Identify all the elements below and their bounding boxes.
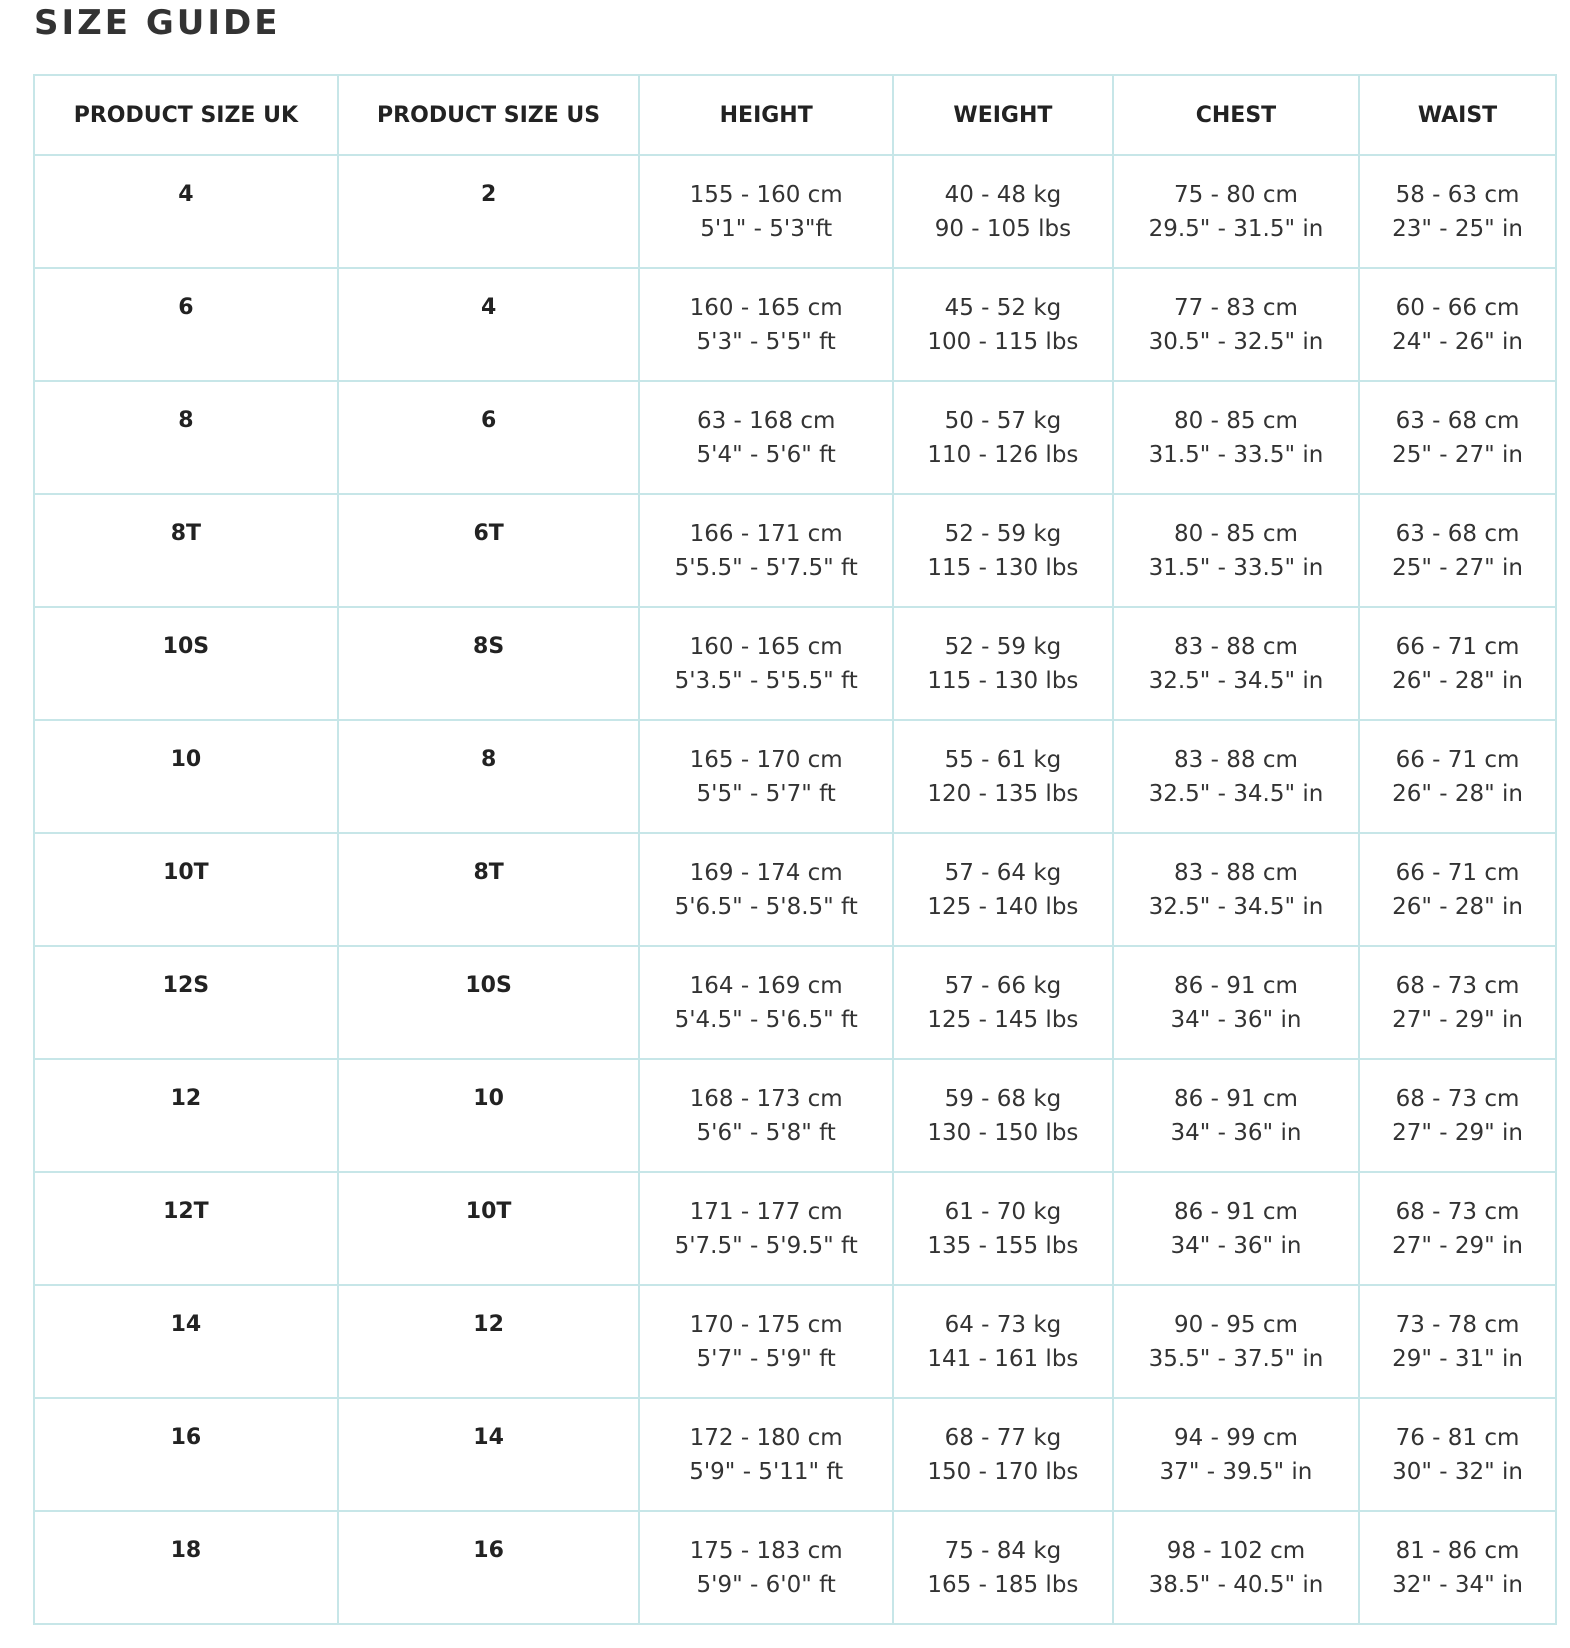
imperial-value: 34" - 36" in [1170, 1120, 1302, 1146]
cell-height [639, 946, 892, 1059]
metric-value: 66 - 71 cm [1395, 634, 1520, 660]
cell-value: 10T [465, 1199, 512, 1224]
header-row [34, 75, 1556, 155]
cell-weight [893, 268, 1113, 381]
cell-height [639, 1172, 892, 1285]
metric-value: 64 - 73 kg [944, 1312, 1062, 1338]
imperial-value: 115 - 130 lbs [927, 555, 1079, 581]
table-header [34, 75, 1556, 155]
imperial-value: 26" - 28" in [1392, 781, 1523, 807]
imperial-value: 110 - 126 lbs [927, 442, 1079, 468]
cell-size-us [338, 946, 640, 1059]
imperial-value: 150 - 170 lbs [927, 1459, 1079, 1485]
metric-value: 160 - 165 cm [689, 295, 843, 321]
column-header-weight: WEIGHT [893, 75, 1113, 155]
cell-weight [893, 607, 1113, 720]
imperial-value: 24" - 26" in [1392, 329, 1523, 355]
metric-value: 170 - 175 cm [689, 1312, 843, 1338]
imperial-value: 30" - 32" in [1392, 1459, 1523, 1485]
cell-value: 6 [480, 408, 497, 433]
metric-value: 155 - 160 cm [689, 182, 843, 208]
imperial-value: 37" - 39.5" in [1159, 1459, 1313, 1485]
imperial-value: 32" - 34" in [1392, 1572, 1523, 1598]
metric-value: 40 - 48 kg [944, 182, 1062, 208]
cell-height [639, 1398, 892, 1511]
cell-weight [893, 1172, 1113, 1285]
metric-value: 76 - 81 cm [1395, 1425, 1520, 1451]
cell-chest [1113, 607, 1359, 720]
table-row [34, 833, 1556, 946]
imperial-value: 31.5" - 33.5" in [1148, 555, 1324, 581]
cell-size-us [338, 607, 640, 720]
cell-chest [1113, 155, 1359, 268]
metric-value: 59 - 68 kg [944, 1086, 1062, 1112]
table-row [34, 607, 1556, 720]
imperial-value: 130 - 150 lbs [927, 1120, 1079, 1146]
metric-value: 98 - 102 cm [1166, 1538, 1306, 1564]
cell-chest [1113, 1285, 1359, 1398]
imperial-value: 5'4.5" - 5'6.5" ft [674, 1007, 858, 1033]
column-header-product-size-us: PRODUCT SIZE US [338, 75, 640, 155]
cell-waist [1359, 1172, 1556, 1285]
table-row [34, 155, 1556, 268]
imperial-value: 25" - 27" in [1392, 442, 1523, 468]
cell-value: 14 [170, 1312, 202, 1337]
imperial-value: 5'9" - 6'0" ft [696, 1572, 836, 1598]
cell-size-uk [34, 155, 338, 268]
metric-value: 52 - 59 kg [944, 521, 1062, 547]
imperial-value: 27" - 29" in [1392, 1233, 1523, 1259]
imperial-value: 100 - 115 lbs [927, 329, 1079, 355]
cell-size-uk [34, 720, 338, 833]
metric-value: 68 - 73 cm [1395, 1086, 1520, 1112]
cell-value: 8T [473, 860, 504, 885]
imperial-value: 90 - 105 lbs [934, 216, 1072, 242]
cell-chest [1113, 720, 1359, 833]
size-guide-table [33, 74, 1557, 1625]
imperial-value: 5'5" - 5'7" ft [696, 781, 836, 807]
cell-value: 12 [473, 1312, 504, 1337]
table-row [34, 1059, 1556, 1172]
metric-value: 61 - 70 kg [944, 1199, 1062, 1225]
cell-size-uk [34, 494, 338, 607]
cell-value: 12S [162, 973, 210, 998]
cell-value: 10 [170, 747, 202, 772]
imperial-value: 5'6.5" - 5'8.5" ft [674, 894, 858, 920]
imperial-value: 26" - 28" in [1392, 668, 1523, 694]
cell-value: 6T [473, 521, 504, 546]
imperial-value: 29" - 31" in [1392, 1346, 1523, 1372]
cell-height [639, 833, 892, 946]
metric-value: 60 - 66 cm [1395, 295, 1520, 321]
metric-value: 55 - 61 kg [944, 747, 1062, 773]
cell-value: 10S [162, 634, 210, 659]
imperial-value: 5'1" - 5'3"ft [700, 216, 833, 242]
cell-height [639, 1059, 892, 1172]
cell-value: 4 [480, 295, 497, 320]
table-row [34, 946, 1556, 1059]
column-header-product-size-uk: PRODUCT SIZE UK [34, 75, 338, 155]
cell-size-uk [34, 1511, 338, 1624]
cell-value: 8 [480, 747, 497, 772]
imperial-value: 31.5" - 33.5" in [1148, 442, 1324, 468]
imperial-value: 141 - 161 lbs [927, 1346, 1079, 1372]
cell-chest [1113, 268, 1359, 381]
cell-weight [893, 833, 1113, 946]
cell-height [639, 720, 892, 833]
imperial-value: 27" - 29" in [1392, 1120, 1523, 1146]
cell-waist [1359, 155, 1556, 268]
cell-value: 10T [163, 860, 209, 885]
imperial-value: 125 - 140 lbs [927, 894, 1079, 920]
cell-waist [1359, 1059, 1556, 1172]
imperial-value: 25" - 27" in [1392, 555, 1523, 581]
cell-waist [1359, 1285, 1556, 1398]
cell-height [639, 494, 892, 607]
metric-value: 90 - 95 cm [1174, 1312, 1298, 1338]
cell-value: 8T [170, 521, 202, 546]
imperial-value: 115 - 130 lbs [927, 668, 1079, 694]
cell-value: 12 [170, 1086, 202, 1111]
metric-value: 164 - 169 cm [689, 973, 843, 999]
metric-value: 94 - 99 cm [1174, 1425, 1298, 1451]
cell-chest [1113, 381, 1359, 494]
metric-value: 80 - 85 cm [1174, 521, 1298, 547]
metric-value: 86 - 91 cm [1174, 1086, 1298, 1112]
cell-size-uk [34, 1172, 338, 1285]
imperial-value: 5'9" - 5'11" ft [689, 1459, 844, 1485]
cell-weight [893, 1285, 1113, 1398]
cell-weight [893, 946, 1113, 1059]
imperial-value: 5'3" - 5'5" ft [696, 329, 836, 355]
metric-value: 77 - 83 cm [1174, 295, 1298, 321]
table-row [34, 1511, 1556, 1624]
cell-waist [1359, 946, 1556, 1059]
cell-size-us [338, 833, 640, 946]
table-row [34, 494, 1556, 607]
metric-value: 160 - 165 cm [689, 634, 843, 660]
imperial-value: 35.5" - 37.5" in [1148, 1346, 1324, 1372]
imperial-value: 5'7" - 5'9" ft [696, 1346, 836, 1372]
metric-value: 66 - 71 cm [1395, 860, 1520, 886]
imperial-value: 32.5" - 34.5" in [1148, 894, 1324, 920]
cell-size-us [338, 720, 640, 833]
cell-value: 4 [178, 182, 194, 207]
cell-chest [1113, 1059, 1359, 1172]
metric-value: 68 - 73 cm [1395, 1199, 1520, 1225]
table-row [34, 1398, 1556, 1511]
metric-value: 86 - 91 cm [1174, 1199, 1298, 1225]
imperial-value: 26" - 28" in [1392, 894, 1523, 920]
cell-weight [893, 1059, 1113, 1172]
metric-value: 75 - 84 kg [944, 1538, 1062, 1564]
cell-size-uk [34, 381, 338, 494]
cell-size-us [338, 268, 640, 381]
cell-value: 14 [473, 1425, 504, 1450]
cell-size-us [338, 381, 640, 494]
imperial-value: 30.5" - 32.5" in [1148, 329, 1324, 355]
cell-weight [893, 1511, 1113, 1624]
cell-size-us [338, 1059, 640, 1172]
cell-height [639, 381, 892, 494]
metric-value: 165 - 170 cm [689, 747, 843, 773]
cell-waist [1359, 1511, 1556, 1624]
cell-size-us [338, 1285, 640, 1398]
metric-value: 171 - 177 cm [689, 1199, 843, 1225]
imperial-value: 125 - 145 lbs [927, 1007, 1079, 1033]
cell-waist [1359, 833, 1556, 946]
imperial-value: 32.5" - 34.5" in [1148, 781, 1324, 807]
table-row [34, 268, 1556, 381]
cell-value: 12T [163, 1199, 209, 1224]
cell-waist [1359, 268, 1556, 381]
metric-value: 81 - 86 cm [1395, 1538, 1520, 1564]
cell-value: 10S [465, 973, 512, 998]
cell-chest [1113, 1398, 1359, 1511]
metric-value: 80 - 85 cm [1174, 408, 1298, 434]
imperial-value: 5'5.5" - 5'7.5" ft [674, 555, 858, 581]
imperial-value: 34" - 36" in [1170, 1233, 1302, 1259]
cell-size-uk [34, 833, 338, 946]
imperial-value: 5'3.5" - 5'5.5" ft [674, 668, 858, 694]
cell-height [639, 1511, 892, 1624]
cell-chest [1113, 494, 1359, 607]
cell-weight [893, 1398, 1113, 1511]
imperial-value: 135 - 155 lbs [927, 1233, 1079, 1259]
cell-weight [893, 381, 1113, 494]
cell-size-uk [34, 946, 338, 1059]
imperial-value: 5'6" - 5'8" ft [696, 1120, 836, 1146]
metric-value: 73 - 78 cm [1395, 1312, 1520, 1338]
metric-value: 172 - 180 cm [689, 1425, 843, 1451]
table-row [34, 381, 1556, 494]
metric-value: 58 - 63 cm [1395, 182, 1520, 208]
cell-value: 16 [473, 1538, 504, 1563]
cell-weight [893, 720, 1113, 833]
table-row [34, 720, 1556, 833]
cell-value: 18 [170, 1538, 202, 1563]
cell-height [639, 268, 892, 381]
metric-value: 57 - 66 kg [944, 973, 1062, 999]
cell-height [639, 607, 892, 720]
imperial-value: 5'7.5" - 5'9.5" ft [674, 1233, 858, 1259]
cell-waist [1359, 720, 1556, 833]
metric-value: 83 - 88 cm [1174, 860, 1298, 886]
cell-value: 16 [170, 1425, 202, 1450]
cell-waist [1359, 1398, 1556, 1511]
cell-size-uk [34, 1398, 338, 1511]
cell-height [639, 155, 892, 268]
metric-value: 169 - 174 cm [689, 860, 843, 886]
cell-weight [893, 155, 1113, 268]
cell-size-us [338, 1172, 640, 1285]
imperial-value: 29.5" - 31.5" in [1148, 216, 1324, 242]
cell-value: 8S [473, 634, 505, 659]
cell-value: 8 [178, 408, 194, 433]
metric-value: 175 - 183 cm [689, 1538, 843, 1564]
metric-value: 86 - 91 cm [1174, 973, 1298, 999]
cell-size-uk [34, 268, 338, 381]
metric-value: 63 - 68 cm [1395, 408, 1520, 434]
imperial-value: 120 - 135 lbs [927, 781, 1079, 807]
page-title: SIZE GUIDE [34, 3, 281, 43]
cell-size-uk [34, 1285, 338, 1398]
cell-size-uk [34, 1059, 338, 1172]
cell-waist [1359, 494, 1556, 607]
cell-size-us [338, 1398, 640, 1511]
imperial-value: 5'4" - 5'6" ft [696, 442, 836, 468]
cell-chest [1113, 1172, 1359, 1285]
column-header-height: HEIGHT [639, 75, 892, 155]
metric-value: 83 - 88 cm [1174, 747, 1298, 773]
table-body [34, 155, 1556, 1624]
imperial-value: 38.5" - 40.5" in [1148, 1572, 1324, 1598]
imperial-value: 32.5" - 34.5" in [1148, 668, 1324, 694]
cell-size-us [338, 494, 640, 607]
metric-value: 52 - 59 kg [944, 634, 1062, 660]
table-row [34, 1285, 1556, 1398]
metric-value: 168 - 173 cm [689, 1086, 843, 1112]
metric-value: 57 - 64 kg [944, 860, 1062, 886]
metric-value: 83 - 88 cm [1174, 634, 1298, 660]
metric-value: 68 - 73 cm [1395, 973, 1520, 999]
imperial-value: 165 - 185 lbs [927, 1572, 1079, 1598]
cell-size-us [338, 155, 640, 268]
imperial-value: 34" - 36" in [1170, 1007, 1302, 1033]
metric-value: 166 - 171 cm [689, 521, 843, 547]
metric-value: 66 - 71 cm [1395, 747, 1520, 773]
metric-value: 75 - 80 cm [1174, 182, 1298, 208]
cell-chest [1113, 833, 1359, 946]
imperial-value: 23" - 25" in [1392, 216, 1523, 242]
cell-value: 10 [473, 1086, 504, 1111]
cell-size-uk [34, 607, 338, 720]
table-row [34, 1172, 1556, 1285]
cell-chest [1113, 1511, 1359, 1624]
cell-size-us [338, 1511, 640, 1624]
metric-value: 63 - 68 cm [1395, 521, 1520, 547]
metric-value: 50 - 57 kg [944, 408, 1062, 434]
cell-value: 2 [480, 182, 497, 207]
column-header-chest: CHEST [1113, 75, 1359, 155]
metric-value: 45 - 52 kg [944, 295, 1062, 321]
cell-height [639, 1285, 892, 1398]
metric-value: 68 - 77 kg [944, 1425, 1062, 1451]
cell-value: 6 [178, 295, 194, 320]
cell-weight [893, 494, 1113, 607]
imperial-value: 27" - 29" in [1392, 1007, 1523, 1033]
column-header-waist: WAIST [1359, 75, 1556, 155]
cell-chest [1113, 946, 1359, 1059]
metric-value: 63 - 168 cm [696, 408, 836, 434]
cell-waist [1359, 381, 1556, 494]
cell-waist [1359, 607, 1556, 720]
